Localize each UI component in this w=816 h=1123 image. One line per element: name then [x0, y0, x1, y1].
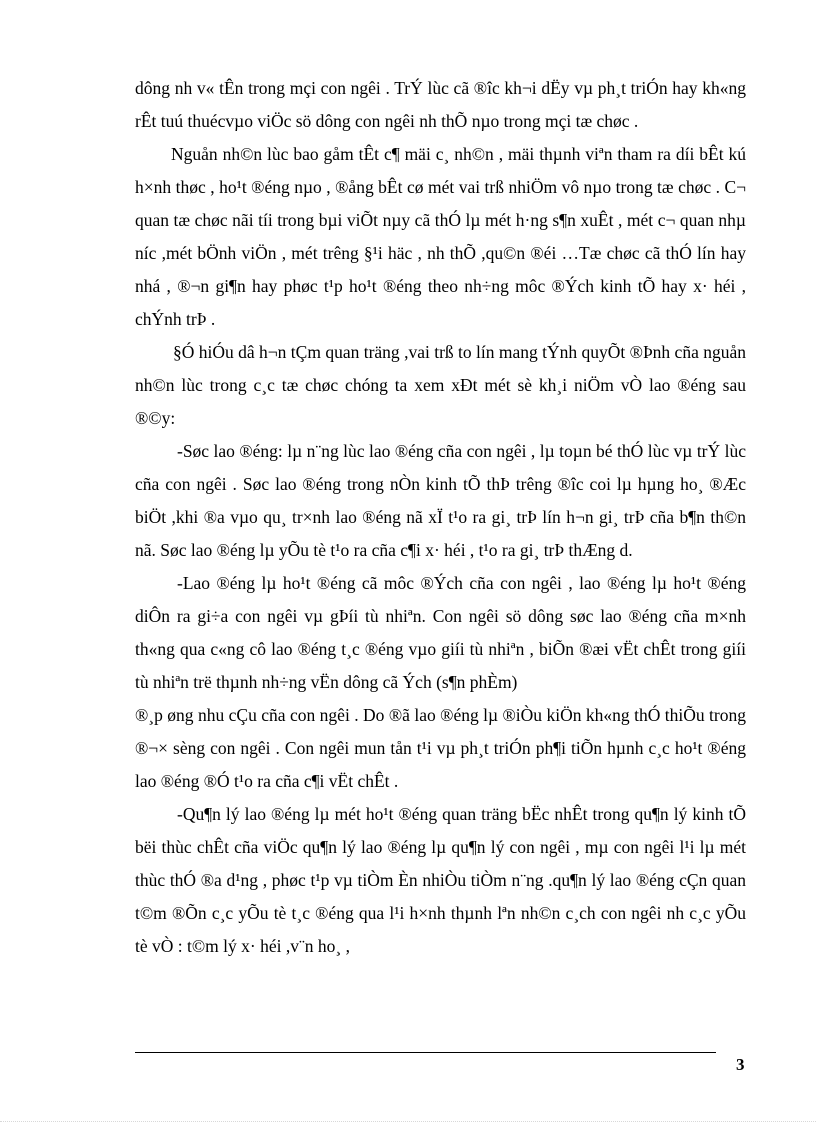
footer-rule: [135, 1052, 716, 1053]
body-text: [135, 72, 746, 963]
paragraph: -Søc lao ®éng: lµ n¨ng lùc lao ®éng cña con ngêi , lµ toµn bé thÓ lùc vµ trÝ lùc cña con ngêi . Søc lao ®éng trong nÒn kinh tÕ thÞ trêng ®îc coi lµ hµng ho¸ ®Æc biÖt ,khi ®a vµo qu¸ tr×nh lao ®éng nã xÏ t¹o ra gi¸ trÞ lín h¬n gi¸ trÞ cña b¶n th©n nã. Søc lao ®éng lµ yÕu tè t¹o ra cña c¶i x· héi , t¹o ra gi¸ trÞ thÆng d.: [135, 441, 746, 560]
paragraph: Nguån nh©n lùc bao gåm tÊt c¶ mäi c¸ nh©n , mäi thµnh viªn tham ra díi bÊt kú h×nh thøc , ho¹t ®éng nµo , ®ång bÊt cø mét vai trß nhiÖm vô nµo trong tæ chøc . C¬ quan tæ chøc nãi tíi trong bµi viÕt nµy cã thÓ lµ mét h·ng s¶n xuÊt , mét c¬ quan nhµ níc ,mét bÖnh viÖn , mét trêng §¹i häc , nh thÕ ,qu©n ®éi …Tæ chøc cã thÓ lín hay nhá , ®¬n gi¶n hay phøc t¹p ho¹t ®éng theo nh÷ng môc ®Ých kinh tÕ hay x· héi , chÝnh trÞ .: [135, 144, 746, 329]
page-number: 3: [736, 1055, 745, 1074]
paragraph: -Qu¶n lý lao ®éng lµ mét ho¹t ®éng quan träng bËc nhÊt trong qu¶n lý kinh tÕ bëi thùc chÊt cña viÖc qu¶n lý lao ®éng lµ qu¶n lý con ngêi , mµ con ngêi l¹i lµ mét thùc thÓ ®a d¹ng , phøc t¹p vµ tiÒm Èn nhiÒu tiÒm n¨ng .qu¶n lý lao ®éng cÇn quan t©m ®Õn c¸c yÕu tè t¸c ®éng qua l¹i h×nh thµnh lªn nh©n c¸ch con ngêi nh c¸c yÕu tè vÒ : t©m lý x· héi ,v¨n ho¸ ,: [135, 804, 746, 956]
paragraph: -Lao ®éng lµ ho¹t ®éng cã môc ®Ých cña con ngêi , lao ®éng lµ ho¹t ®éng diÔn ra gi÷a con ngêi vµ gÞíi tù nhiªn. Con ngêi sö dông søc lao ®éng cña m×nh th«ng qua c«ng cô lao ®éng t¸c ®éng vµo giíi tù nhiªn , biÕn ®æi vËt chÊt trong giíi tù nhiªn trë thµnh nh÷ng vËn dông cã Ých (s¶n phÈm): [135, 573, 746, 692]
paragraph: §Ó hiÓu dâ h¬n tÇm quan träng ,vai trß to lín mang tÝnh quyÕt ®Þnh cña nguån nh©n lùc trong c¸c tæ chøc chóng ta xem xÐt mét sè kh¸i niÖm vÒ lao ®éng sau ®©y:: [135, 342, 746, 428]
page-bottom-edge: [0, 1121, 816, 1122]
paragraph: dông nh v« tÊn trong mçi con ngêi . TrÝ lùc cã ®îc kh¬i dËy vµ ph¸t triÓn hay kh«ng rÊt tuú thuécvµo viÖc sö dông con ngêi nh thÕ nµo trong mçi tæ chøc .: [135, 78, 746, 131]
paragraph: ®¸p øng nhu cÇu cña con ngêi . Do ®ã lao ®éng lµ ®iÒu kiÖn kh«ng thÓ thiÕu trong ®¬× sèng con ngêi . Con ngêi mun tån t¹i vµ ph¸t triÓn ph¶i tiÕn hµnh c¸c ho¹t ®éng lao ®éng ®Ó t¹o ra cña c¶i vËt chÊt .: [135, 705, 746, 791]
